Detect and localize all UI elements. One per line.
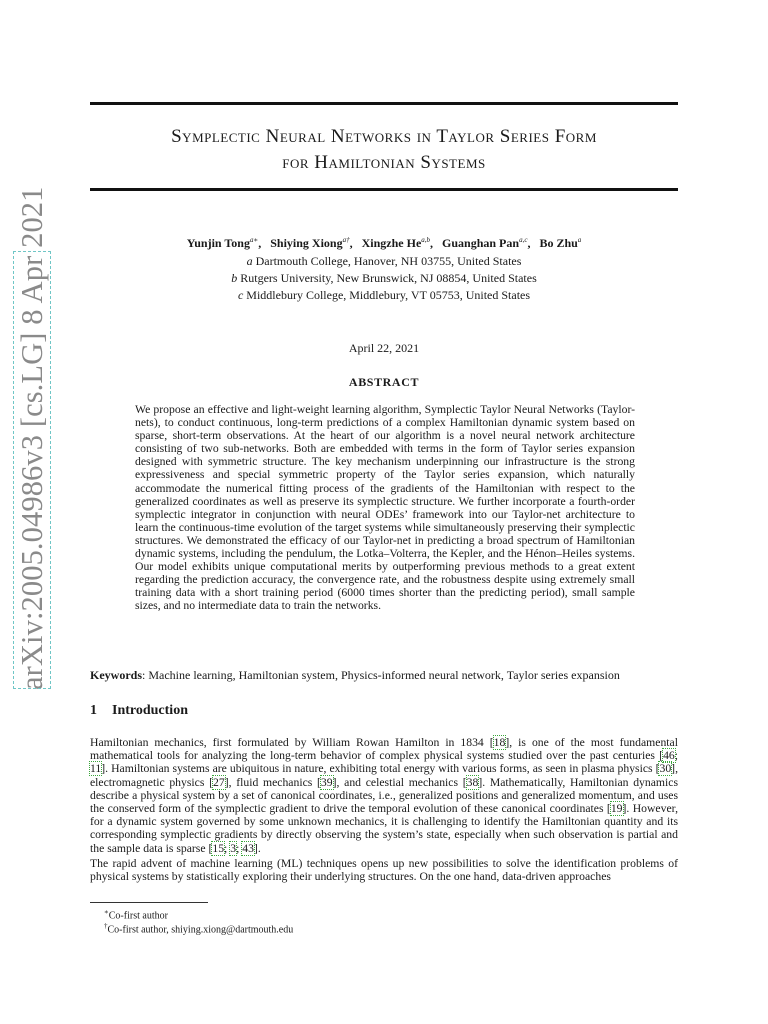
citation-link[interactable]: 39 xyxy=(320,775,333,789)
keywords xyxy=(90,668,678,683)
author-name: Bo Zhu xyxy=(539,236,578,250)
affiliation-mark: c xyxy=(237,288,244,302)
citation-link[interactable]: 3 xyxy=(230,841,237,855)
paragraph-text: ]. However, for a dynamic system governed by some unknown mechanics, it is challenging to identify the Hamiltonian quantity and its corresponding symplectic gradients by directly observing the system’s state, especially when such observation is partial and the sample data is sparse [ xyxy=(90,802,678,855)
author-name: Shiying Xiong xyxy=(270,236,343,250)
citation-link[interactable]: 11 xyxy=(90,762,102,776)
paragraph-text: ]. xyxy=(253,841,261,855)
paragraph-text: ], electromagnetic physics [ xyxy=(90,762,678,789)
paragraph-text: ], and celestial mechanics [ xyxy=(332,775,467,789)
author-marks: a xyxy=(577,236,582,244)
title-rule-top xyxy=(90,102,678,105)
keywords-text: : Machine learning, Hamiltonian system, Physics-informed neural network, Taylor series expansion xyxy=(142,668,620,682)
paragraph-text: ]. Hamiltonian systems are ubiquitous in nature, exhibiting total energy with various forms, as seen in plasma physics [ xyxy=(101,762,660,776)
citation-link[interactable]: 30 xyxy=(659,762,672,776)
footnote-text: Co-first author, shiying.xiong@dartmouth.edu xyxy=(107,924,294,936)
affiliation-mark: a xyxy=(246,254,253,268)
paper-date: April 22, 2021 xyxy=(348,341,420,355)
intro-paragraph-1 xyxy=(90,736,678,855)
section-heading xyxy=(90,703,188,719)
author-list: Yunjin Tong$^{a∗}$, Shiying Xiong$^{a\dagger}$, Xingzhe He$^{a,b}$, Guanghan Pan$^{a,c}$, Bo Zhu$^a$ xyxy=(186,236,582,250)
keywords-label: Keywords xyxy=(90,668,142,682)
arxiv-identifier[interactable]: arXiv:2005.04986v3 [cs.LG] 8 Apr 2021 xyxy=(12,250,52,690)
paragraph-text: ; xyxy=(674,749,678,763)
footnote-mark: † xyxy=(104,922,108,930)
citation-link[interactable]: 19 xyxy=(610,802,623,816)
author-marks: a,c xyxy=(519,236,528,244)
author-name: Yunjin Tong xyxy=(186,236,250,250)
citation-link[interactable]: 38 xyxy=(466,775,479,789)
footnote-mark: ∗ xyxy=(104,908,109,916)
abstract-heading: ABSTRACT xyxy=(348,375,420,389)
intro-paragraph-2: The rapid advent of machine learning (ML) techniques opens up new possibilities to solve the identification problems of physical systems by statistically exploring their underlying structures. On the one hand, data-driven approaches xyxy=(90,857,678,884)
affiliation-text: Dartmouth College, Hanover, NH 03755, United States xyxy=(255,254,522,268)
title-line-2: for Hamiltonian Systems xyxy=(282,152,486,173)
footnote xyxy=(104,920,293,936)
section-title: Introduction xyxy=(112,703,188,718)
paragraph-text: ]. Mathematically, Hamiltonian dynamics describe a physical system by a set of canonical coordinates, i.e., generalized positions and generalized momentum, and uses the conserved form of the symplectic gradient to drive the temporal evolution of these canonical coordinates [ xyxy=(90,775,678,816)
title-rule-bottom xyxy=(90,188,678,191)
paragraph-text: ; xyxy=(224,841,231,855)
paragraph-text: ; xyxy=(236,841,243,855)
affiliation xyxy=(90,271,678,286)
affiliation-text: Middlebury College, Middlebury, VT 05753, United States xyxy=(246,288,531,302)
citation-link[interactable]: 46 xyxy=(663,749,675,763)
section-number: 1 xyxy=(90,703,97,718)
affiliation xyxy=(90,288,678,303)
paragraph-text: ], is one of the most fundamental mathematical tools for analyzing the long-term behavior of complex physical systems studied over the past centuries [ xyxy=(90,736,678,763)
affiliation-mark: b xyxy=(231,271,238,285)
citation-link[interactable]: 27 xyxy=(213,775,225,789)
paragraph-text: ], fluid mechanics [ xyxy=(224,775,321,789)
author-marks: a,b xyxy=(421,236,431,244)
affiliation xyxy=(90,254,678,269)
footnote-rule xyxy=(90,902,208,903)
author-name: Guanghan Pan xyxy=(442,236,520,250)
citation-link[interactable]: 43 xyxy=(242,841,254,855)
paper-title xyxy=(90,124,678,176)
footnote-text: Co-first author xyxy=(108,910,168,922)
author-marks: a∗ xyxy=(249,236,259,244)
abstract-text: We propose an effective and light-weight learning algorithm, Symplectic Taylor Neural Networks (Taylor-nets), to conduct continuous, long-term predictions of a complex Hamiltonian dynamic system based on sparse, short-term observations. At the heart of our algorithm is a novel neural network architecture consisting of two sub-networks. Both are embedded with terms in the form of Taylor series expansion designed with symmetric structure. The key mechanism underpinning our infrastructure is the strong expressiveness and special symmetric property of the Taylor series expansion, which naturally accommodate the numerical fitting process of the gradients of the Hamiltonian with respect to the generalized coordinates as well as preserve its symplectic structure. We further incorporate a fourth-order symplectic integrator in conjunction with neural ODEs’ framework into our Taylor-net architecture to learn the continuous-time evolution of the target systems while simultaneously preserving their symplectic structures. We demonstrated the efficacy of our Taylor-net in predicting a broad spectrum of Hamiltonian dynamic systems, including the pendulum, the Lotka–Volterra, the Kepler, and the Hénon–Heiles systems. Our model exhibits unique computational merits by outperforming previous methods to a great extent regarding the prediction accuracy, the convergence rate, and the robustness despite using extremely small training data with a short training period (6000 times shorter than the predicting period), small sample sizes, and no intermediate data to train the networks. xyxy=(135,403,635,613)
author-name: Xingzhe He xyxy=(361,236,422,250)
title-line-1: Symplectic Neural Networks in Taylor Series Form xyxy=(171,126,597,147)
author-marks: a† xyxy=(342,236,350,244)
affiliation-text: Rutgers University, New Brunswick, NJ 08854, United States xyxy=(240,271,537,285)
citation-link[interactable]: 18 xyxy=(493,736,506,749)
citation-link[interactable]: 15 xyxy=(212,841,225,855)
paragraph-text: Hamiltonian mechanics, first formulated by William Rowan Hamilton in 1834 [ xyxy=(90,736,494,749)
